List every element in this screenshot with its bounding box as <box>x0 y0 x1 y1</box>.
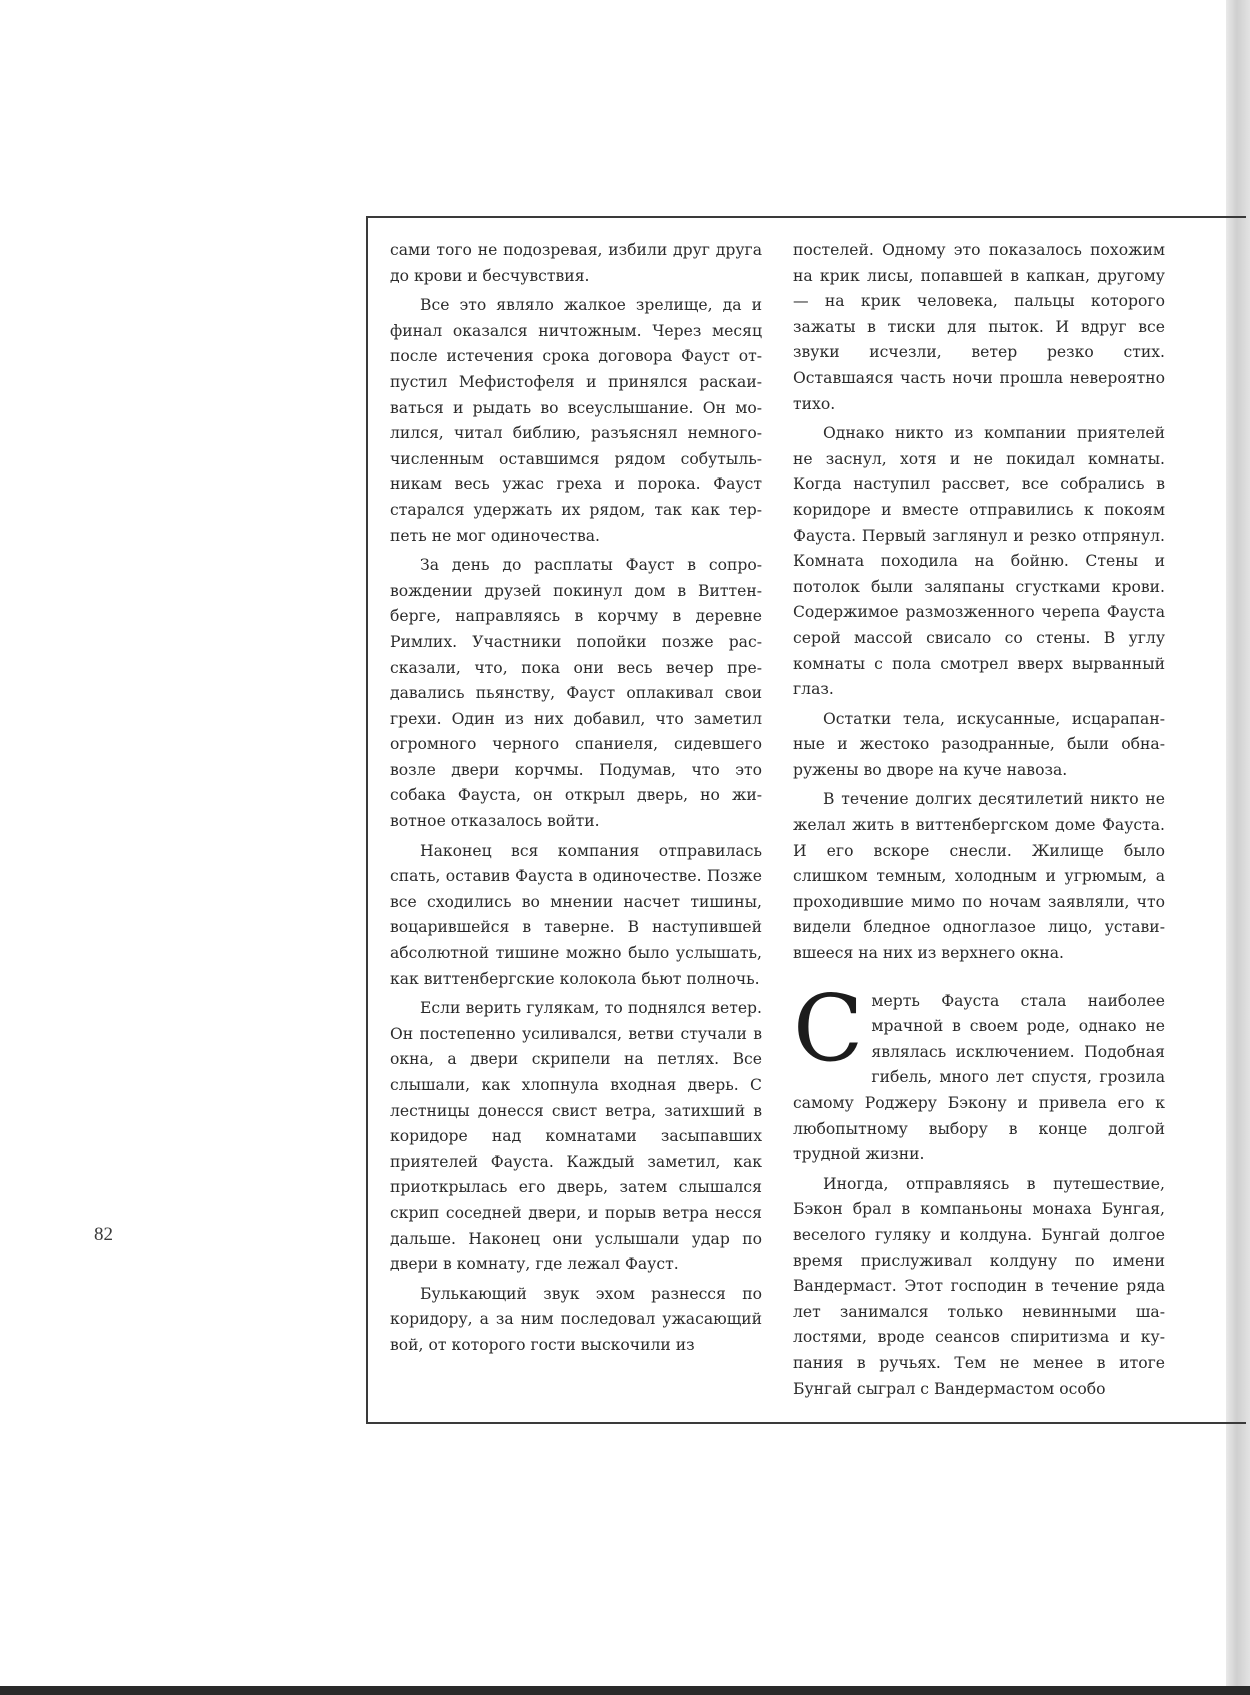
drop-cap-letter: С <box>793 974 864 1082</box>
dropcap-paragraph-text: мерть Фауста стала наиболее мрачной в своем роде, однако не являлась исключением. Подобная гибель, много лет спустя, грозила самому Роджеру Бэкону и привела его к любопытному выбору в конце долгой трудной жизни. <box>793 991 1165 1164</box>
paragraph: постелей. Одному это показалось похожим на крик лисы, попавшей в капкан, другому — на крик человека, пальцы которого зажаты в тиски для пыток. И вдруг все звуки исчезли, ветер резко стих. Оставшаяся часть ночи прошла невероятно тихо. <box>793 241 1165 413</box>
paragraph: Все это являло жалкое зрелище, да и финал оказался ничтожным. Через месяц после истечения срока договора Фауст отпустил Мефистофеля и принялся раскаиваться и рыдать во всеуслышание. Он молился, читал библию, разъяснял немногочисленным оставшимся рядом собутыльникам весь ужас греха и порока. Фауст старался удержать их рядом, так как терпеть не мог одиночества. <box>390 296 762 545</box>
paragraph: Наконец вся компания отправилась спать, оставив Фауста в одиночестве. Позже все сходились во мнении насчет тишины, воцарившейся в таверне. В наступившей абсолютной тишине можно было услышать, как виттенбергские колокола бьют полночь. <box>390 841 762 988</box>
paragraph: В течение долгих десятилетий никто не желал жить в виттенбергском доме Фауста. И его вскоре снесли. Жилище было слишком темным, холодным и угрюмым, а проходившие мимо по ночам заявляли, что видели бледное одноглазое лицо, уставившееся на них из верхнего окна. <box>793 790 1165 963</box>
paragraph: Остатки тела, искусанные, исцарапанные и жестоко разодранные, были обнаружены во дворе на куче навоза. <box>793 709 1165 779</box>
left-text-column <box>390 238 762 1363</box>
dropcap-paragraph <box>793 974 1165 1168</box>
paragraph: За день до расплаты Фауст в сопровождении друзей покинул дом в Виттенберге, направляясь в корчму в деревне Римлих. Участники попойки позже рассказали, что, пока они весь вечер предавались пьянству, Фауст оплакивал свои грехи. Один из них добавил, что заметил огромного черного спаниеля, сидевшего возле двери корчмы. Подумав, что это собака Фауста, он открыл дверь, но животное отказалось войти. <box>390 556 762 831</box>
paragraph: Однако никто из компании приятелей не заснул, хотя и не покидал комнаты. Когда наступил рассвет, все собрались в коридоре и вместе отправились к покоям Фауста. Первый заглянул и резко отпрянул. Комната походила на бойню. Стены и потолок были заляпаны сгустками крови. Содержимое размозженного черепа Фауста серой массой свисало со стены. В углу комнаты с пола смотрел вверх вырванный глаз. <box>793 424 1165 699</box>
paragraph: сами того не подозревая, избили друг друга до крови и бесчувствия. <box>390 241 762 285</box>
page-number: 82 <box>94 1224 113 1245</box>
paragraph: Если верить гулякам, то поднялся ветер. Он постепенно усиливался, ветви стучали в окна, а двери скрипели на петлях. Все слышали, как хлопнула входная дверь. С лестницы донесся свист ветра, затихший в коридоре над комнатами засыпавших приятелей Фауста. Каждый заметил, как приоткрылась его дверь, затем слышался скрип соседней двери, и порыв ветра несся дальше. Наконец они услышали удар по двери в комнату, где лежал Фауст. <box>390 999 762 1274</box>
scan-bottom-edge <box>0 1686 1250 1695</box>
paragraph: Иногда, отправляясь в путешествие, Бэкон брал в компаньоны монаха Бунгая, веселого гуляку и колдуна. Бунгай долгое время прислуживал колдуну по имени Вандермаст. Этот господин в течение ряда лет занимался только невинными шалостями, вроде сеансов спиритизма и купания в ручьях. Тем не менее в итоге Бунгай сыграл с Вандермастом особо <box>793 1174 1165 1398</box>
right-text-column <box>793 238 1165 1406</box>
paragraph: Булькающий звук эхом разнесся по коридору, а за ним последовал ужасающий вой, от которого гости выскочили из <box>390 1284 762 1354</box>
